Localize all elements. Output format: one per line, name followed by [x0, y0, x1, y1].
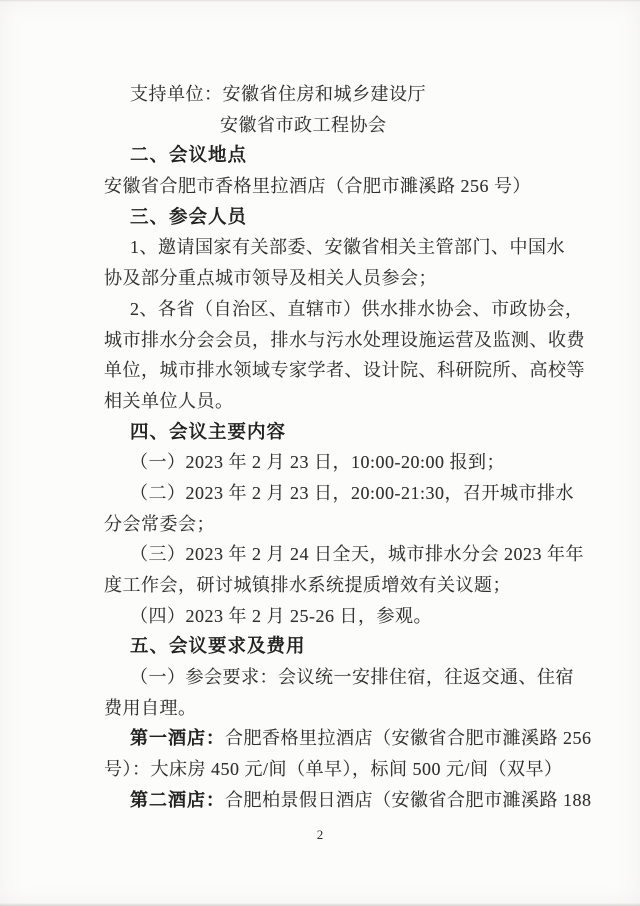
attendee-item-2-line-2: [104, 325, 585, 356]
attendee-item-2-line-3-text: 单位，城市排水领域专家学者、设计院、科研院所、高校等: [104, 360, 585, 381]
agenda-item-3-line-1-text: （三）2023 年 2 月 24 日全天，城市排水分会 2023 年年: [130, 544, 584, 565]
venue-line: [104, 171, 550, 202]
hotel-1-line-1-label: 第一酒店：: [130, 728, 225, 749]
section-3-heading-label: 三、参会人员: [130, 205, 248, 227]
attendee-item-2-line-1-text: 2、各省（自治区、直辖市）供水排水协会、市政协会，: [130, 298, 584, 319]
attendee-item-1-line-1-text: 1、邀请国家有关部委、安徽省相关主管部门、中国水: [130, 237, 565, 258]
support-unit-line-2: [104, 110, 550, 141]
hotel-1-line-2-text: 号）：大床房 450 元/间（单早），标间 500 元/间（双早）: [104, 759, 563, 780]
hotel-2-line-1-text: 合肥柏景假日酒店（安徽省合肥市濉溪路 188: [225, 789, 592, 810]
support-unit-line-2-text: 安徽省市政工程协会: [220, 114, 387, 135]
attendee-item-1-line-1: [104, 232, 565, 263]
agenda-item-4: [104, 601, 550, 632]
section-5-heading-label: 五、会议要求及费用: [130, 635, 306, 657]
attendee-item-2-line-3: [104, 355, 585, 386]
agenda-item-2-line-2: [104, 509, 550, 540]
document-body: [104, 79, 592, 816]
section-3-heading: [104, 202, 550, 233]
hotel-1-line-2: [104, 754, 563, 785]
agenda-item-3-line-2: [104, 570, 550, 601]
hotel-1-line-1: [104, 723, 592, 754]
attendee-item-1-line-2: [104, 263, 550, 294]
agenda-item-1: [104, 447, 550, 478]
attendee-item-2-line-4-text: 相关单位人员。: [104, 390, 234, 411]
attendee-item-2-line-4: [104, 386, 550, 417]
requirements-line-1: [104, 662, 574, 693]
attendee-item-1-line-2-text: 协及部分重点城市领导及相关人员参会；: [104, 268, 437, 289]
requirements-line-2: [104, 693, 550, 724]
hotel-2-line-1: [104, 785, 592, 816]
section-2-heading-label: 二、会议地点: [130, 144, 248, 166]
venue-line-text: 安徽省合肥市香格里拉酒店（合肥市濉溪路 256 号）: [104, 176, 531, 197]
agenda-item-3-line-1: [104, 539, 584, 570]
section-4-heading: [104, 417, 550, 448]
attendee-item-2-line-2-text: 城市排水分会会员，排水与污水处理设施运营及监测、收费: [104, 329, 585, 350]
requirements-line-2-text: 费用自理。: [104, 697, 197, 718]
hotel-2-line-1-label: 第二酒店：: [130, 789, 225, 810]
agenda-item-2-line-1: [104, 478, 574, 509]
section-4-heading-label: 四、会议主要内容: [130, 420, 287, 442]
support-unit-line-1-text: 支持单位：安徽省住房和城乡建设厅: [130, 84, 426, 104]
agenda-item-4-text: （四）2023 年 2 月 25-26 日，参观。: [130, 605, 432, 626]
section-2-heading: [104, 140, 550, 171]
hotel-1-line-1-text: 合肥香格里拉酒店（安徽省合肥市濉溪路 256: [225, 728, 592, 749]
page-number: 2: [316, 827, 324, 842]
support-unit-line-1: [104, 79, 550, 110]
agenda-item-2-line-1-text: （二）2023 年 2 月 23 日，20:00-21:30，召开城市排水: [130, 482, 574, 503]
requirements-line-1-text: （一）参会要求：会议统一安排住宿，往返交通、住宿: [130, 667, 574, 688]
agenda-item-1-text: （一）2023 年 2 月 23 日，10:00-20:00 报到；: [130, 452, 505, 473]
agenda-item-2-line-2-text: 分会常委会；: [104, 513, 215, 534]
attendee-item-2-line-1: [104, 294, 584, 325]
agenda-item-3-line-2-text: 度工作会，研讨城镇排水系统提质增效有关议题；: [104, 575, 511, 595]
section-5-heading: [104, 631, 550, 662]
